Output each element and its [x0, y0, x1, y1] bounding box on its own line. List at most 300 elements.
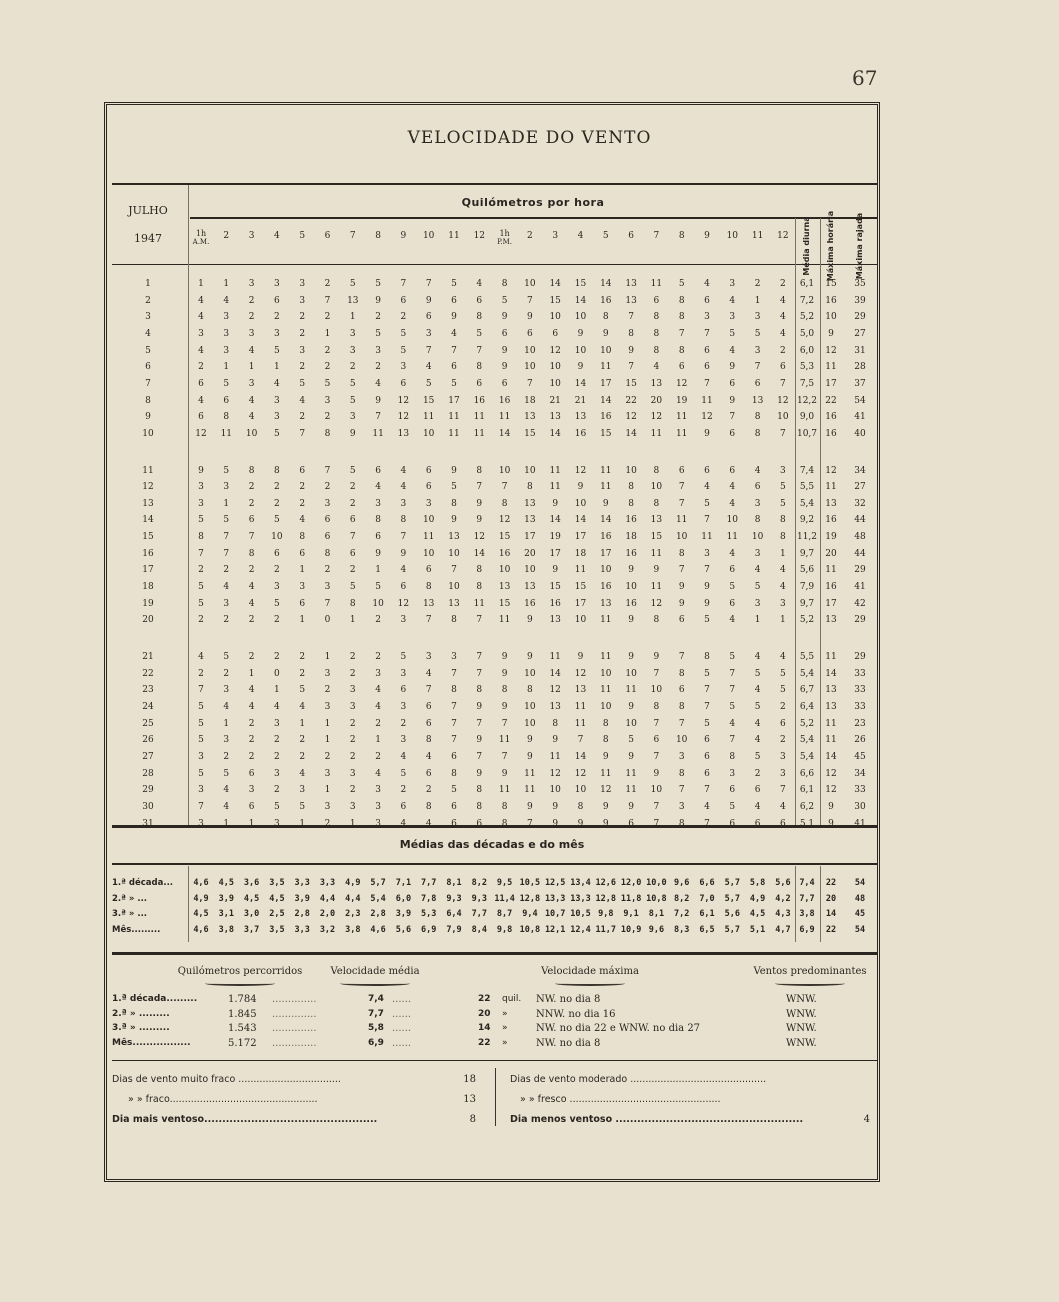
hourly-value: 12	[549, 768, 561, 779]
means-value: 6,4	[446, 909, 462, 919]
means-value: 5,4	[370, 893, 386, 904]
mean-speed: 7,4	[368, 994, 384, 1004]
means-value: 13,3	[570, 893, 591, 904]
means-value: 5,7	[724, 893, 740, 904]
day-label: 4	[145, 328, 151, 339]
daily-mean: 9,7	[799, 598, 815, 609]
hourly-value: 14	[600, 515, 612, 526]
hourly-value: 8	[198, 532, 204, 543]
hourly-value: 7	[451, 718, 457, 729]
hourly-value: 8	[653, 465, 660, 476]
hourly-value: 8	[780, 515, 786, 526]
hourly-value: 16	[625, 515, 637, 526]
means-value: 3,5	[269, 924, 285, 935]
footer-left-value: 13	[463, 1094, 476, 1105]
hourly-value: 2	[248, 498, 255, 509]
hour-header-period: P.M.	[497, 238, 513, 246]
hourly-value: 13	[524, 412, 536, 423]
hourly-value: 1	[248, 668, 255, 679]
hourly-value: 3	[375, 498, 381, 509]
max-hourly: 10	[825, 312, 837, 323]
hourly-value: 3	[729, 312, 736, 323]
hourly-value: 2	[274, 482, 280, 493]
hourly-value: 12	[777, 395, 789, 406]
hourly-value: 12	[574, 768, 587, 779]
summary-header: Ventos predominantes	[753, 966, 867, 977]
hourly-value: 6	[400, 685, 407, 696]
hourly-value: 3	[349, 768, 356, 779]
hourly-value: 8	[375, 515, 381, 526]
max-hourly: 11	[825, 362, 837, 373]
daily-mean: 5,1	[799, 818, 815, 829]
hourly-value: 3	[451, 652, 457, 662]
hourly-value: 6	[425, 718, 432, 729]
hourly-value: 3	[349, 685, 356, 696]
day-label: 10	[142, 428, 154, 439]
hourly-value: 8	[425, 801, 432, 812]
hourly-value: 7	[476, 652, 483, 662]
hourly-value: 6	[375, 532, 381, 543]
hourly-value: 6	[780, 818, 786, 829]
max-speed-description: NW. no dia 8	[536, 994, 601, 1005]
hourly-value: 7	[704, 701, 710, 712]
hourly-value: 9	[602, 818, 609, 829]
means-value: 3,5	[269, 878, 285, 888]
hourly-value: 12	[600, 785, 612, 796]
hourly-value: 6	[704, 295, 710, 306]
means-daily: 7,7	[799, 893, 815, 904]
hourly-value: 8	[451, 685, 457, 696]
hour-header-hour: 1h	[195, 229, 207, 238]
hour-header: 5	[299, 231, 306, 241]
hourly-value: 7	[577, 735, 584, 746]
hourly-value: 6	[400, 582, 407, 593]
hourly-value: 7	[678, 785, 685, 796]
hourly-value: 9	[678, 598, 685, 609]
hourly-value: 9	[476, 498, 483, 509]
hourly-value: 7	[400, 532, 407, 543]
daily-mean: 9,7	[799, 548, 815, 559]
hourly-value: 11	[650, 548, 663, 559]
hourly-value: 9	[653, 565, 660, 576]
hourly-value: 7	[754, 362, 761, 373]
hourly-value: 5	[780, 498, 786, 509]
hourly-value: 9	[602, 498, 609, 509]
hourly-value: 10	[600, 345, 612, 356]
hourly-value: 8	[476, 801, 483, 812]
hourly-value: 9	[577, 362, 584, 373]
hourly-value: 9	[653, 768, 660, 779]
km-travelled: 1.543	[228, 1023, 257, 1034]
means-value: 5,6	[395, 924, 412, 935]
hourly-value: 5	[476, 328, 483, 339]
hourly-value: 8	[678, 701, 685, 712]
day-label: 18	[142, 582, 154, 593]
km-travelled: 1.784	[228, 994, 257, 1005]
hourly-value: 10	[524, 718, 536, 729]
max-gust: 23	[854, 718, 866, 729]
hourly-value: 4	[754, 565, 761, 576]
hourly-value: 11	[549, 652, 561, 662]
max-gust: 35	[854, 279, 866, 289]
hourly-value: 4	[704, 279, 710, 289]
hourly-value: 8	[299, 532, 306, 543]
hourly-value: 6	[425, 465, 432, 476]
column-separator	[820, 866, 821, 942]
daily-mean: 5,2	[799, 718, 815, 729]
hourly-value: 4	[400, 565, 407, 576]
hourly-value: 6	[729, 598, 736, 609]
hourly-value: 1	[299, 718, 306, 729]
hour-header	[493, 229, 517, 247]
hourly-value: 3	[349, 801, 356, 812]
hourly-value: 8	[349, 598, 356, 609]
means-max-gust: 45	[854, 909, 866, 919]
summary-top-divider	[112, 952, 878, 955]
hourly-value: 5	[704, 498, 710, 509]
hourly-value: 6	[729, 378, 736, 389]
hourly-value: 4	[248, 598, 255, 609]
means-value: 3,9	[395, 909, 412, 919]
hourly-value: 9	[501, 668, 508, 679]
dots: ..............	[272, 1023, 317, 1034]
hourly-value: 3	[198, 328, 204, 339]
hourly-value: 2	[248, 482, 255, 493]
hourly-value: 11	[650, 279, 663, 289]
hourly-value: 3	[248, 785, 255, 796]
hourly-value: 13	[549, 615, 561, 626]
hourly-value: 3	[248, 328, 255, 339]
hourly-value: 4	[704, 801, 710, 812]
hourly-value: 3	[678, 801, 685, 812]
hourly-value: 17	[448, 395, 460, 406]
means-value: 8,7	[496, 909, 513, 919]
hourly-value: 2	[274, 312, 280, 323]
hourly-value: 2	[223, 615, 230, 626]
hourly-value: 7	[678, 482, 685, 493]
hourly-value: 8	[678, 548, 685, 559]
day-label: 27	[142, 751, 154, 762]
hourly-value: 9	[501, 362, 508, 373]
hourly-value: 10	[524, 279, 536, 289]
hourly-value: 8	[653, 701, 660, 712]
hourly-value: 10	[549, 312, 561, 323]
hourly-value: 4	[780, 582, 786, 593]
hourly-value: 12	[397, 598, 410, 609]
hourly-value: 5	[400, 652, 407, 662]
hourly-value: 13	[422, 598, 435, 609]
hourly-value: 9	[527, 735, 533, 746]
hourly-value: 15	[600, 428, 612, 439]
hourly-value: 2	[400, 718, 407, 729]
hourly-value: 2	[349, 718, 356, 729]
means-value: 3,9	[294, 893, 310, 904]
hourly-value: 3	[400, 498, 407, 509]
predominant-wind: WNW.	[786, 1023, 817, 1034]
hourly-value: 5	[754, 582, 761, 593]
means-value: 5,7	[724, 878, 740, 888]
hourly-value: 4	[375, 768, 381, 779]
hourly-value: 4	[425, 362, 432, 373]
hourly-value: 2	[349, 362, 356, 373]
day-label: 16	[142, 548, 154, 559]
day-label: 13	[142, 498, 154, 509]
hourly-value: 8	[501, 498, 508, 509]
hourly-value: 7	[375, 412, 381, 423]
hourly-value: 2	[349, 652, 356, 662]
hourly-value: 12	[397, 412, 410, 423]
means-value: 10,5	[519, 878, 541, 888]
hourly-value: 17	[574, 598, 587, 609]
hourly-value: 3	[198, 785, 204, 796]
dots: ..............	[272, 994, 317, 1005]
day-label: 26	[142, 735, 154, 746]
hourly-value: 11	[524, 785, 536, 796]
hourly-value: 5	[198, 582, 204, 593]
hourly-value: 11	[726, 532, 739, 543]
hourly-value: 5	[729, 328, 736, 339]
hourly-value: 8	[729, 751, 736, 762]
hourly-value: 18	[625, 532, 637, 543]
hourly-value: 4	[274, 701, 280, 712]
day-label: 7	[145, 378, 151, 389]
hourly-value: 7	[704, 328, 710, 339]
mean-speed: 6,9	[368, 1037, 384, 1048]
hourly-value: 10	[625, 465, 637, 476]
hourly-value: 7	[451, 565, 457, 576]
hourly-value: 11	[600, 615, 612, 626]
hourly-value: 4	[223, 701, 230, 712]
hourly-value: 5	[349, 378, 356, 389]
hourly-value: 3	[324, 395, 331, 406]
means-value: 4,2	[775, 893, 791, 904]
hourly-value: 11	[600, 362, 612, 373]
hourly-value: 7	[678, 498, 685, 509]
hourly-value: 2	[299, 498, 306, 509]
means-value: 3,0	[243, 909, 260, 919]
day-label: 23	[142, 685, 154, 696]
day-label: 24	[142, 701, 154, 712]
hourly-value: 12	[549, 685, 561, 696]
hourly-value: 3	[324, 668, 331, 679]
hourly-value: 2	[324, 345, 331, 356]
daily-mean: 6,1	[799, 785, 815, 796]
hour-header: 3	[552, 231, 559, 241]
hourly-value: 10	[448, 548, 460, 559]
hourly-value: 16	[600, 582, 612, 593]
means-value: 4,5	[269, 893, 285, 904]
hourly-value: 10	[549, 362, 561, 373]
day-label: 14	[142, 515, 154, 526]
hourly-value: 17	[549, 548, 561, 559]
hourly-value: 2	[274, 735, 280, 746]
max-hourly: 17	[825, 598, 837, 609]
hourly-value: 9	[653, 652, 660, 662]
hourly-value: 2	[324, 818, 331, 829]
hourly-value: 11	[600, 482, 612, 493]
means-value: 7,0	[699, 893, 715, 904]
hourly-value: 9	[602, 328, 609, 339]
hourly-value: 10	[448, 582, 460, 593]
footer-right-label: » » fresco ..................................................	[520, 1094, 721, 1105]
hourly-value: 1	[223, 498, 230, 509]
hourly-value: 16	[600, 532, 612, 543]
hourly-value: 8	[704, 652, 710, 662]
hourly-value: 9	[628, 801, 634, 812]
means-value: 4,4	[319, 893, 336, 904]
means-max-gust: 54	[854, 878, 866, 888]
hourly-value: 3	[780, 598, 786, 609]
hourly-value: 5	[729, 701, 736, 712]
hourly-value: 4	[780, 312, 786, 323]
footer-left-label: Dia mais ventoso................................................	[112, 1114, 378, 1125]
hourly-value: 16	[600, 295, 612, 306]
means-value: 9,1	[623, 909, 639, 919]
hourly-value: 7	[476, 751, 483, 762]
hourly-value: 7	[729, 685, 736, 696]
hourly-value: 16	[625, 548, 637, 559]
hourly-value: 4	[754, 718, 761, 729]
means-value: 4,5	[749, 909, 766, 919]
hourly-value: 3	[223, 482, 230, 493]
hourly-value: 15	[574, 279, 587, 289]
max-hourly: 17	[825, 378, 837, 389]
hourly-value: 16	[600, 412, 612, 423]
means-value: 7,7	[471, 909, 487, 919]
hourly-value: 4	[299, 701, 306, 712]
daily-mean: 9,0	[799, 412, 815, 423]
day-label: 9	[145, 412, 151, 423]
header-flourish	[340, 981, 410, 986]
hourly-value: 4	[223, 801, 230, 812]
hourly-value: 3	[754, 598, 761, 609]
hourly-value: 2	[754, 768, 761, 779]
hourly-value: 11	[600, 768, 612, 779]
year-label: 1947	[134, 232, 162, 245]
max-gust: 44	[854, 515, 866, 526]
means-value: 11,8	[620, 893, 642, 904]
hourly-value: 3	[198, 751, 204, 762]
means-value: 9,4	[522, 909, 538, 919]
hourly-value: 7	[349, 532, 356, 543]
hourly-value: 18	[524, 395, 536, 406]
hourly-value: 5	[198, 768, 204, 779]
hourly-value: 3	[425, 328, 432, 339]
max-hourly: 16	[825, 582, 837, 593]
hourly-value: 10	[675, 735, 688, 746]
means-value: 2,8	[294, 909, 310, 919]
hourly-value: 6	[729, 428, 736, 439]
hourly-value: 11	[524, 768, 536, 779]
hourly-value: 6	[299, 465, 306, 476]
means-value: 4,5	[218, 878, 234, 888]
header-flourish	[555, 981, 625, 986]
daily-mean: 5,4	[799, 668, 815, 679]
day-label: 11	[142, 465, 154, 476]
hourly-value: 9	[628, 751, 634, 762]
max-hourly: 16	[825, 515, 837, 526]
hourly-value: 2	[198, 668, 204, 679]
means-value: 10,0	[646, 878, 667, 888]
hourly-value: 4	[729, 615, 736, 626]
hourly-value: 9	[400, 548, 407, 559]
means-value: 9,8	[598, 909, 614, 919]
hourly-value: 8	[678, 345, 685, 356]
hourly-value: 5	[754, 701, 761, 712]
daily-mean: 12,2	[796, 395, 818, 406]
dots: ..............	[272, 1037, 317, 1049]
hourly-value: 14	[549, 515, 561, 526]
means-value: 4,3	[775, 909, 791, 919]
means-value: 6,1	[699, 909, 715, 919]
hourly-value: 2	[299, 751, 306, 762]
means-value: 5,6	[775, 878, 791, 888]
hourly-value: 9	[501, 652, 508, 662]
hourly-value: 3	[400, 701, 407, 712]
max-gust: 33	[854, 701, 866, 712]
hourly-value: 5	[451, 378, 457, 389]
hourly-value: 6	[248, 515, 255, 526]
hour-header: 5	[602, 231, 609, 241]
hourly-value: 4	[223, 582, 230, 593]
hourly-value: 2	[198, 615, 204, 626]
hourly-value: 9	[704, 582, 710, 593]
hourly-value: 2	[274, 785, 280, 796]
hourly-value: 7	[780, 785, 786, 796]
header-flourish	[775, 981, 845, 986]
hourly-value: 2	[754, 279, 761, 289]
footer-right-label: Dia menos ventoso ....................................................	[510, 1114, 804, 1125]
means-value: 2,8	[370, 909, 386, 919]
means-row-label: 2.ª » ...	[112, 893, 148, 904]
hourly-value: 3	[223, 735, 230, 746]
hourly-value: 13	[574, 412, 587, 423]
hourly-value: 5	[780, 482, 786, 493]
hourly-value: 9	[425, 295, 432, 306]
hourly-value: 2	[248, 565, 255, 576]
hourly-value: 2	[223, 565, 230, 576]
hourly-value: 21	[574, 395, 587, 406]
means-value: 2,0	[319, 909, 336, 919]
hourly-value: 6	[248, 801, 255, 812]
means-value: 3,3	[319, 878, 336, 888]
hourly-value: 4	[729, 548, 736, 559]
hourly-value: 14	[574, 515, 587, 526]
hourly-value: 11	[625, 685, 637, 696]
summary-row-label: Mês.................	[112, 1037, 191, 1048]
hourly-value: 17	[574, 532, 587, 543]
hourly-value: 13	[549, 412, 561, 423]
hourly-value: 8	[476, 785, 483, 796]
hourly-value: 15	[498, 598, 511, 609]
max-gust: 41	[854, 582, 866, 593]
hourly-value: 7	[678, 718, 685, 729]
means-value: 4,6	[193, 878, 209, 888]
hourly-value: 2	[400, 312, 407, 323]
daily-mean: 5,2	[799, 312, 815, 323]
hourly-value: 3	[729, 768, 736, 779]
hourly-value: 11	[701, 395, 713, 406]
hourly-value: 0	[274, 668, 280, 679]
hourly-value: 6	[324, 515, 331, 526]
hourly-value: 8	[780, 532, 786, 543]
hourly-value: 3	[375, 818, 381, 829]
hourly-value: 6	[476, 378, 483, 389]
hourly-value: 16	[524, 598, 536, 609]
hourly-value: 2	[248, 615, 255, 626]
hourly-value: 5	[400, 345, 407, 356]
means-value: 10,7	[544, 909, 566, 919]
